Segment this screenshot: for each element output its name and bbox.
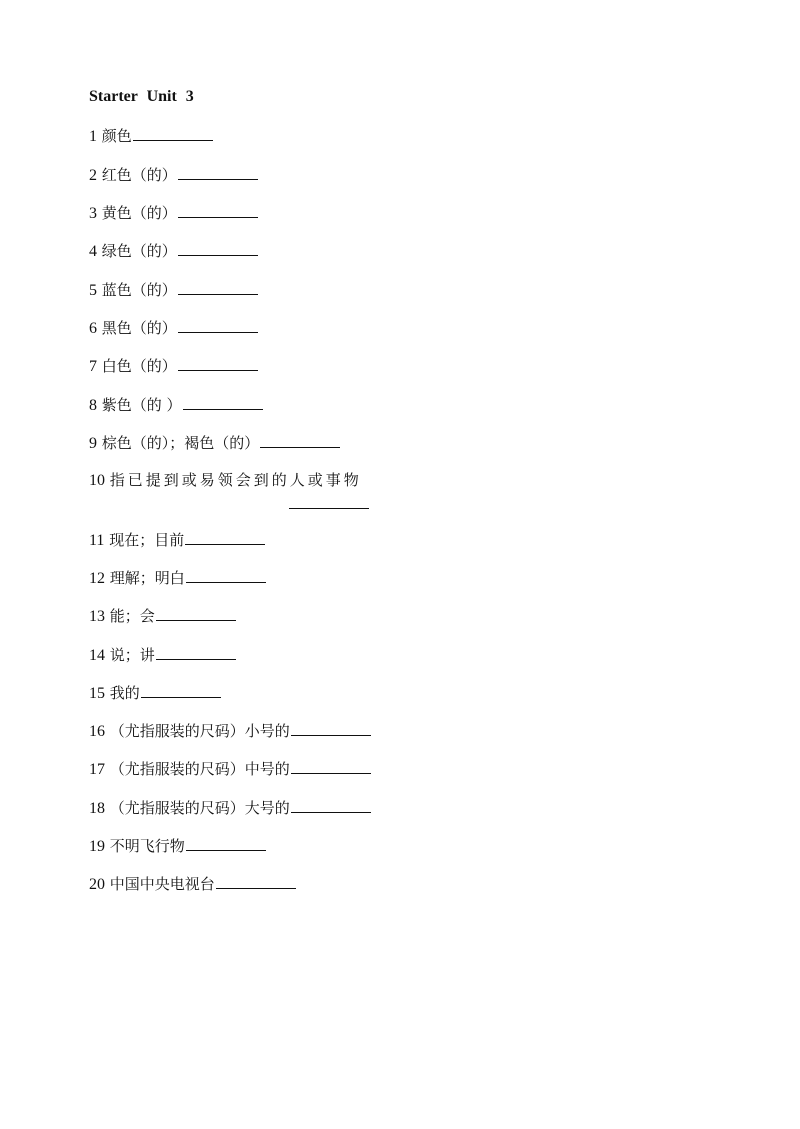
answer-blank[interactable] [133,125,213,141]
item-number: 11 [89,532,105,549]
answer-blank[interactable] [291,797,371,813]
item-number: 3 [89,205,97,222]
item-prompt: 指已提到或易领会到的人或事物 [109,471,362,489]
list-item [89,164,258,186]
list-item [89,279,258,301]
answer-blank[interactable] [141,682,221,698]
item-number: 7 [89,358,97,375]
answer-blank[interactable] [178,202,258,218]
item-prompt: 不明飞行物 [109,837,185,855]
item-number: 2 [89,167,97,184]
answer-blank[interactable] [260,432,340,448]
item-prompt: 理解；明白 [109,569,185,587]
answer-blank[interactable] [291,758,371,774]
item-prompt: 棕色（的）；褐色（的） [101,434,260,452]
list-item [89,758,371,780]
item-number: 9 [89,435,97,452]
item-number: 16 [89,723,105,740]
item-number: 14 [89,647,105,664]
item-prompt: （尤指服装的尺码）小号的 [109,722,290,740]
item-prompt: 颜色 [101,127,132,145]
item-number: 18 [89,800,105,817]
item-prompt: 黄色（的） [101,204,177,222]
answer-blank[interactable] [178,240,258,256]
list-item [89,470,362,491]
item-prompt: 红色（的） [101,166,177,184]
item-prompt: （尤指服装的尺码）大号的 [109,799,290,817]
list-item [89,125,213,147]
item-number: 4 [89,243,97,260]
answer-blank[interactable] [291,720,371,736]
item-number: 6 [89,320,97,337]
item-number: 19 [89,838,105,855]
list-item [89,873,296,895]
list-item [89,682,221,704]
answer-blank[interactable] [178,355,258,371]
item-prompt: 蓝色（的） [101,281,177,299]
answer-blank[interactable] [186,835,266,851]
item-number: 13 [89,608,105,625]
item-prompt: 我的 [109,684,140,702]
list-item [89,394,263,416]
item-prompt: 绿色（的） [101,242,177,260]
list-item [89,317,258,339]
list-item [89,835,266,857]
answer-blank[interactable] [178,317,258,333]
item-prompt: 黑色（的） [101,319,177,337]
answer-blank[interactable] [183,394,263,410]
list-item [89,355,258,377]
list-item [89,529,265,551]
list-item [89,644,236,666]
list-item [89,567,266,589]
item-number: 20 [89,876,105,893]
answer-blank[interactable] [178,279,258,295]
item-prompt: 现在；目前 [109,531,185,549]
item-prompt: （尤指服装的尺码）中号的 [109,760,290,778]
answer-blank[interactable] [156,644,236,660]
list-item [89,432,340,454]
item-number: 10 [89,472,105,489]
answer-blank[interactable] [289,493,369,509]
item-number: 5 [89,282,97,299]
answer-blank[interactable] [156,605,236,621]
list-item [89,240,258,262]
item-prompt: 说；讲 [109,646,155,664]
item-prompt: 中国中央电视台 [109,875,215,893]
page-title: Starter Unit 3 [89,88,194,105]
list-item [89,202,258,224]
answer-blank[interactable] [216,873,296,889]
answer-blank[interactable] [186,567,266,583]
item-number: 12 [89,570,105,587]
answer-blank[interactable] [185,529,265,545]
item-prompt: 能；会 [109,607,155,625]
list-item [89,797,371,819]
item-number: 17 [89,761,105,778]
item-number: 8 [89,397,97,414]
item-prompt: 紫色（的 ） [101,396,182,414]
list-item [89,605,236,627]
answer-blank[interactable] [178,164,258,180]
list-item [89,720,371,742]
item-prompt: 白色（的） [101,357,177,375]
item-number: 1 [89,128,97,145]
item-number: 15 [89,685,105,702]
